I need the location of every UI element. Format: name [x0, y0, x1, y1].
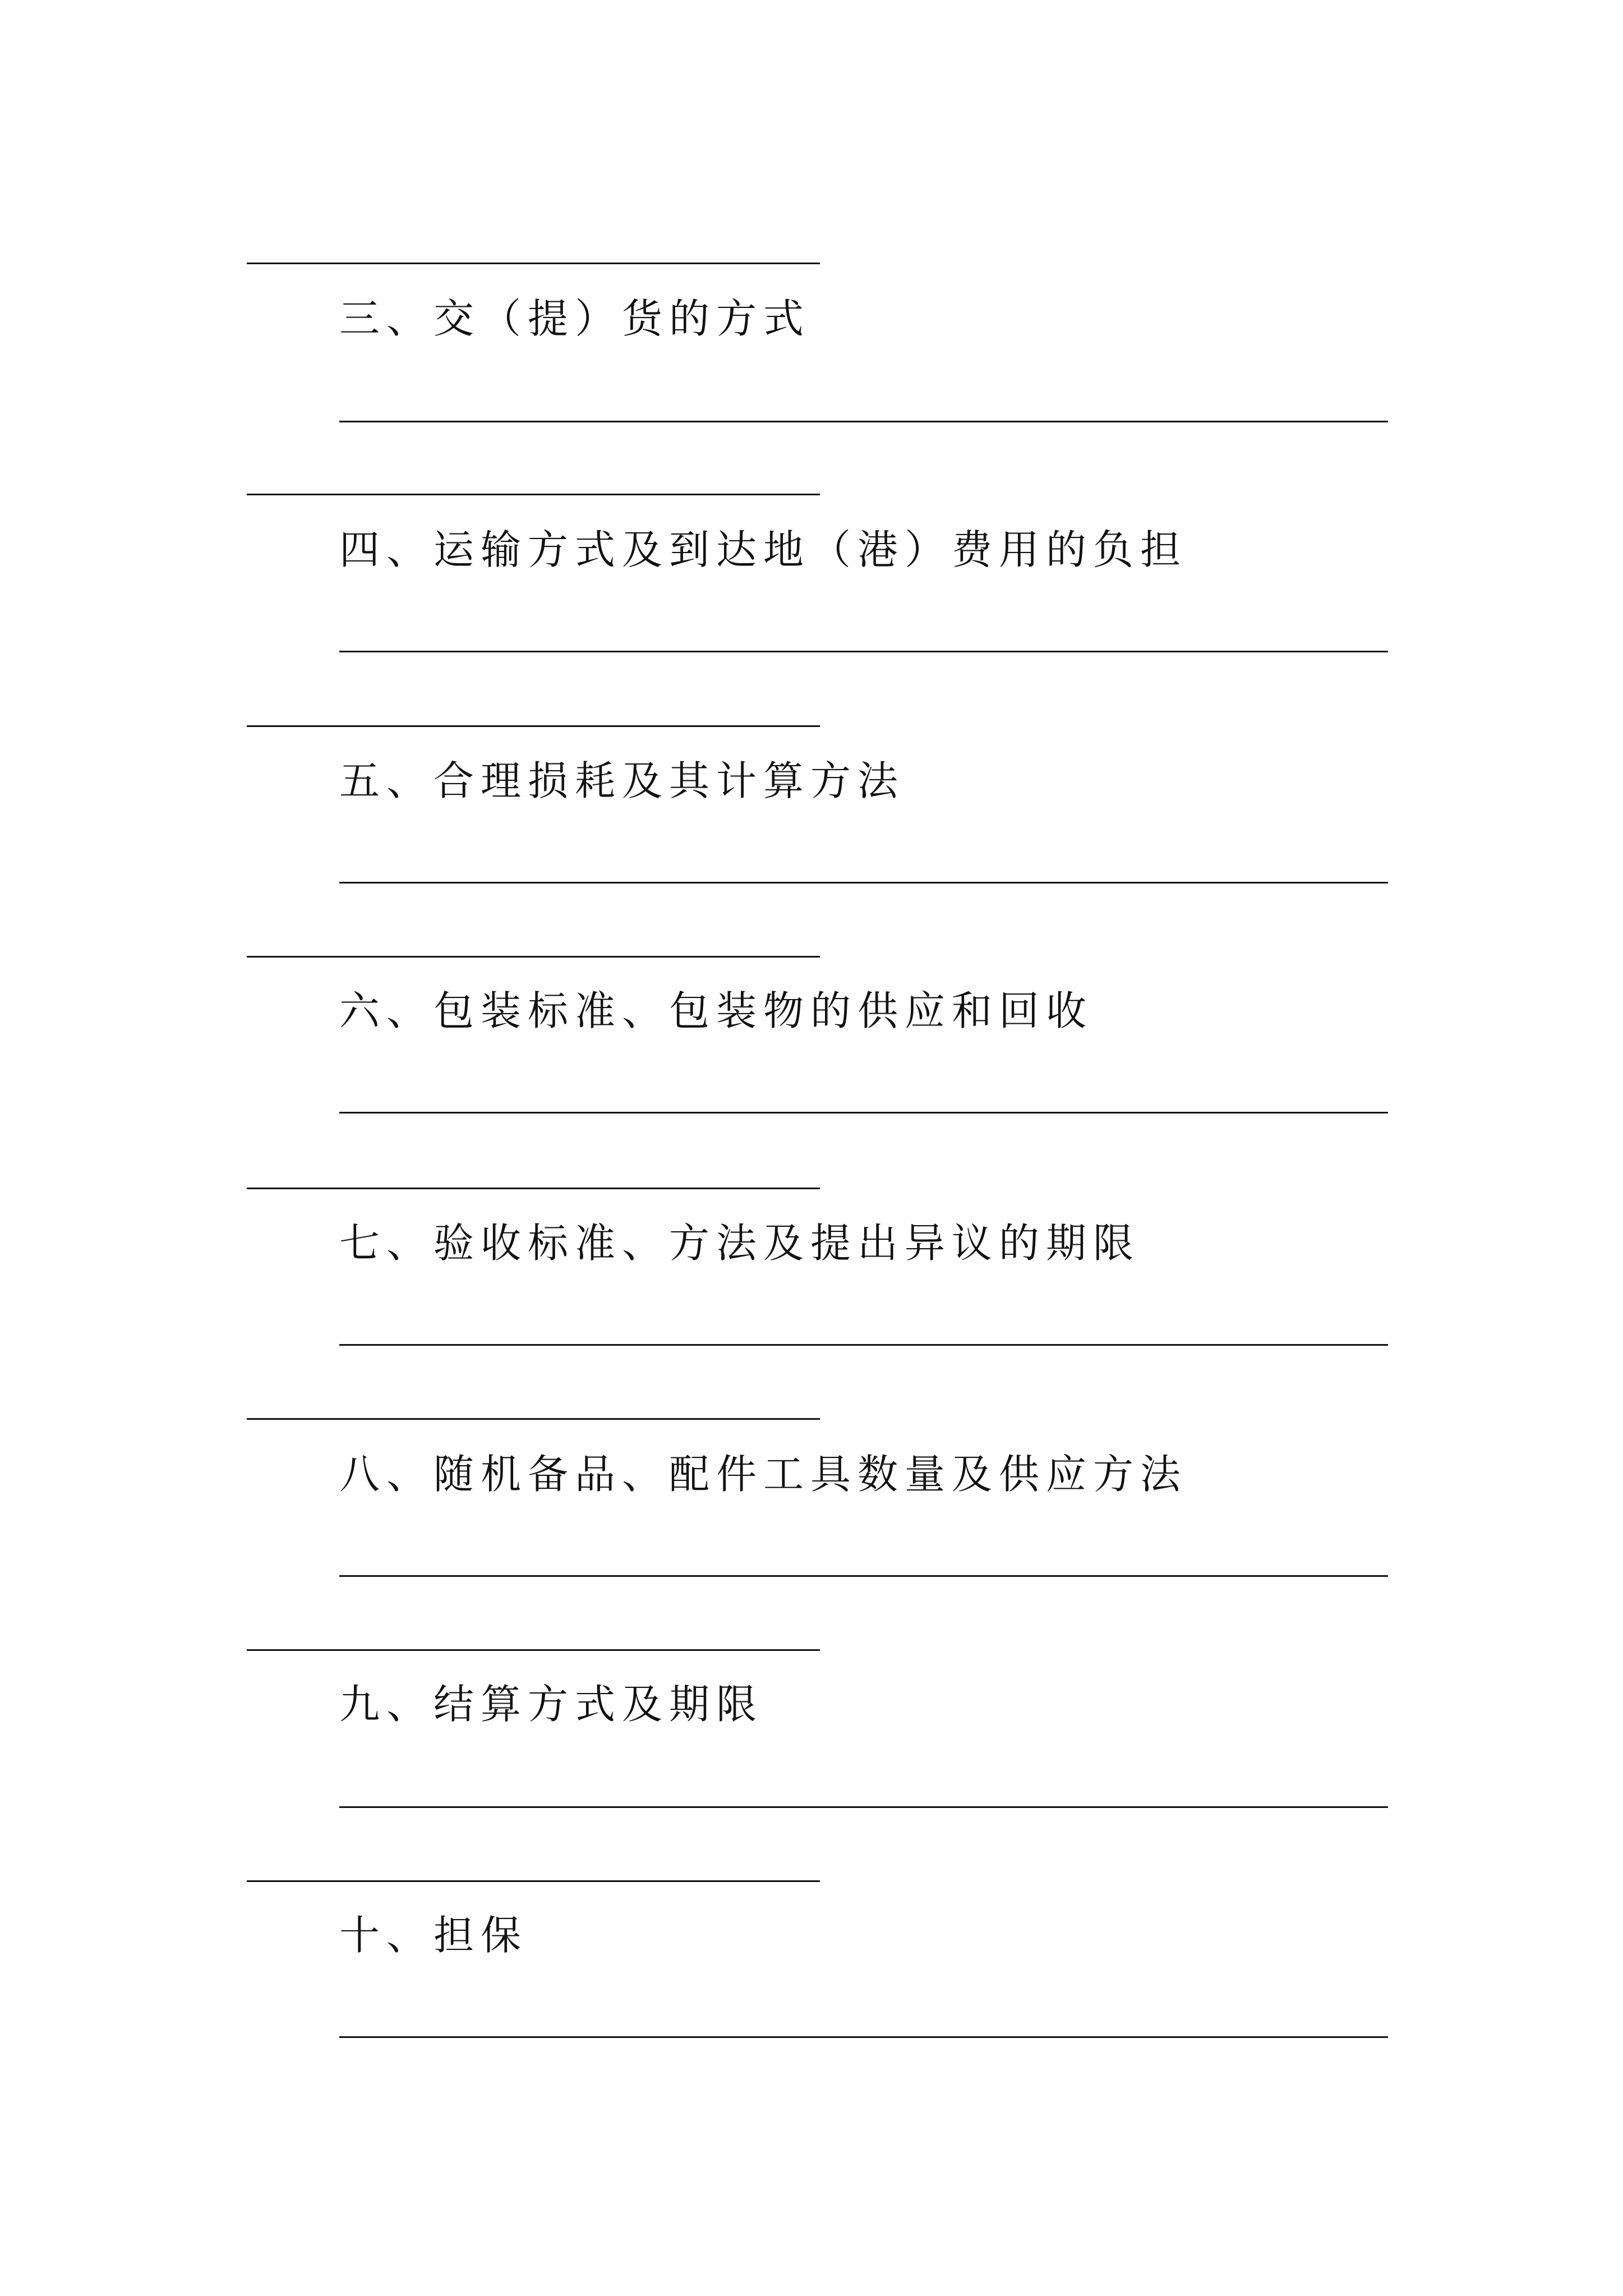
section-heading: 五、合理损耗及其计算方法: [339, 757, 905, 804]
section-heading: 七、验收标准、方法及提出异议的期限: [339, 1220, 1141, 1267]
fill-in-line-long: [339, 651, 1388, 652]
section-heading: 四、运输方式及到达地（港）费用的负担: [339, 526, 1188, 573]
section-heading: 八、随机备品、配件工具数量及供应方法: [339, 1451, 1188, 1498]
fill-in-line-long: [339, 1112, 1388, 1114]
fill-in-line-short: [247, 1418, 820, 1420]
fill-in-line-short: [247, 1880, 820, 1882]
fill-in-line-long: [339, 1806, 1388, 1808]
fill-in-line-short: [247, 956, 820, 958]
section-heading: 六、包装标准、包装物的供应和回收: [339, 987, 1094, 1034]
fill-in-line-long: [339, 1344, 1388, 1346]
fill-in-line-short: [247, 494, 820, 495]
fill-in-line-short: [247, 1649, 820, 1651]
fill-in-line-short: [247, 1188, 820, 1189]
fill-in-line-short: [247, 725, 820, 727]
fill-in-line-long: [339, 2036, 1388, 2038]
fill-in-line-long: [339, 1575, 1388, 1577]
fill-in-line-short: [247, 263, 820, 264]
fill-in-line-long: [339, 882, 1388, 884]
section-heading: 十、担保: [339, 1912, 528, 1959]
section-heading: 三、交（提）货的方式: [339, 295, 811, 342]
fill-in-line-long: [339, 421, 1388, 422]
section-heading: 九、结算方式及期限: [339, 1681, 764, 1728]
